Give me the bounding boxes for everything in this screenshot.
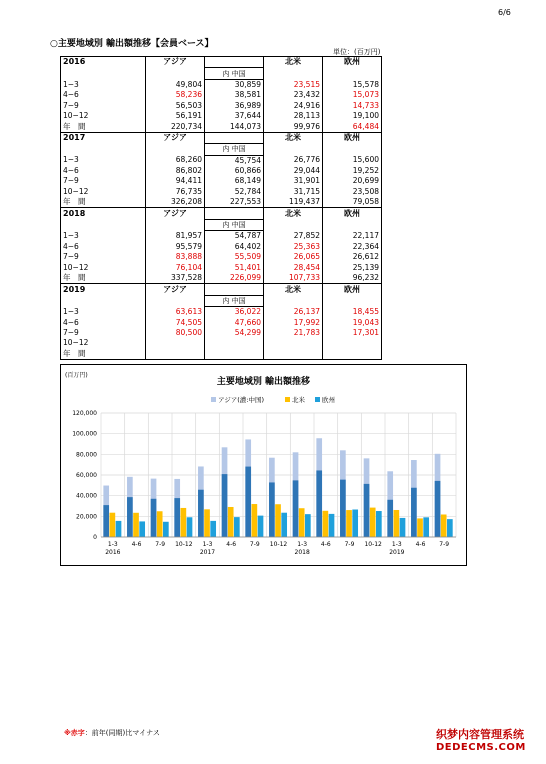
value-cell: 17,992: [264, 317, 323, 327]
value-cell: 54,299: [205, 328, 264, 338]
value-cell: 60,866: [205, 166, 264, 176]
value-cell: [264, 349, 323, 360]
bar-europe: [400, 518, 406, 537]
unit-label: 単位：(百万円): [333, 48, 381, 56]
value-cell: 68,260: [146, 155, 205, 166]
x-year-label: 2018: [294, 549, 310, 556]
subheader-cell: [323, 68, 382, 79]
value-cell: 107,733: [264, 273, 323, 284]
y-axis-unit: (百万円): [65, 372, 88, 379]
row-label: 10−12: [61, 338, 146, 348]
value-cell: 23,508: [323, 187, 382, 197]
value-cell: 15,578: [323, 79, 382, 90]
bar-north-america: [370, 508, 376, 537]
footnote-red: ※赤字: [64, 729, 85, 737]
value-cell: 22,364: [323, 242, 382, 252]
value-cell: 30,859: [205, 79, 264, 90]
row-label: 7−9: [61, 328, 146, 338]
subheader-cell: [264, 219, 323, 230]
col-north-america: 北米: [264, 132, 323, 143]
watermark-line2: DEDECMS.COM: [436, 742, 526, 753]
value-cell: 227,553: [205, 197, 264, 208]
value-cell: 45,754: [205, 155, 264, 166]
table-row: [61, 231, 382, 242]
value-cell: [205, 349, 264, 360]
value-cell: 64,484: [323, 121, 382, 132]
x-year-label: 2019: [389, 549, 405, 556]
row-label: 1−3: [61, 231, 146, 242]
bar-china: [198, 490, 204, 537]
legend-swatch: [211, 397, 216, 402]
value-cell: 56,503: [146, 101, 205, 111]
bar-europe: [447, 519, 453, 537]
value-cell: 24,916: [264, 101, 323, 111]
export-table: [60, 56, 382, 360]
subheader-cell: [146, 295, 205, 306]
subheader-cell: [264, 68, 323, 79]
col-china-spacer: [205, 208, 264, 219]
col-china-spacer: [205, 284, 264, 295]
bar-europe: [258, 516, 264, 537]
x-tick-label: 1-3: [202, 541, 213, 548]
table-row: [61, 306, 382, 317]
bar-north-america: [346, 510, 352, 537]
col-europe: 欧州: [323, 208, 382, 219]
subheader-cell: [146, 219, 205, 230]
bar-china: [316, 470, 322, 537]
x-tick-label: 7-9: [249, 541, 260, 548]
value-cell: 55,509: [205, 252, 264, 262]
table-row: [61, 262, 382, 272]
bar-china: [151, 499, 157, 537]
row-label: 年 間: [61, 197, 146, 208]
bar-europe: [281, 513, 287, 537]
value-cell: 47,660: [205, 317, 264, 327]
subheader-row: [61, 295, 382, 306]
value-cell: 337,528: [146, 273, 205, 284]
value-cell: 15,073: [323, 90, 382, 100]
row-label: 7−9: [61, 101, 146, 111]
col-china-spacer: [205, 132, 264, 143]
subheader-cell: [264, 144, 323, 155]
bar-china: [435, 481, 441, 537]
chart-title: 主要地域別 輸出額推移: [216, 377, 311, 387]
value-cell: 21,783: [264, 328, 323, 338]
bar-north-america: [204, 509, 210, 537]
value-cell: 29,044: [264, 166, 323, 176]
bar-north-america: [275, 504, 281, 537]
value-cell: 51,401: [205, 262, 264, 272]
value-cell: 63,613: [146, 306, 205, 317]
bar-china: [127, 497, 133, 537]
row-label: 7−9: [61, 252, 146, 262]
page-number: 6/6: [498, 8, 511, 17]
legend-label: 欧州: [322, 396, 335, 404]
bar-north-america: [394, 510, 400, 537]
bar-europe: [305, 514, 311, 537]
row-label: 10−12: [61, 262, 146, 272]
value-cell: 15,600: [323, 155, 382, 166]
footnote: [64, 728, 160, 738]
x-tick-label: 4-6: [226, 541, 237, 548]
subheader-cell: [61, 219, 146, 230]
bar-europe: [139, 521, 145, 537]
subheader-cell: [146, 68, 205, 79]
x-tick-label: 7-9: [439, 541, 450, 548]
y-tick-label: 0: [93, 534, 97, 541]
table-row: [61, 155, 382, 166]
row-label: 年 間: [61, 273, 146, 284]
row-label: 4−6: [61, 242, 146, 252]
col-china: 内 中国: [205, 295, 264, 306]
bar-europe: [352, 510, 358, 537]
value-cell: 25,363: [264, 242, 323, 252]
value-cell: 86,802: [146, 166, 205, 176]
row-label: 4−6: [61, 166, 146, 176]
value-cell: 95,579: [146, 242, 205, 252]
subheader-row: [61, 68, 382, 79]
value-cell: 26,612: [323, 252, 382, 262]
bar-china: [174, 498, 180, 537]
value-cell: 326,208: [146, 197, 205, 208]
col-europe: 欧州: [323, 284, 382, 295]
x-tick-label: 10-12: [364, 541, 382, 548]
year-header-row: [61, 208, 382, 219]
subheader-cell: [323, 144, 382, 155]
table-row: [61, 317, 382, 327]
row-label: 1−3: [61, 79, 146, 90]
table-row: [61, 252, 382, 262]
table-row: [61, 242, 382, 252]
bar-china: [222, 474, 228, 537]
row-label: 10−12: [61, 111, 146, 121]
subheader-cell: [264, 295, 323, 306]
col-china: 内 中国: [205, 219, 264, 230]
bar-north-america: [157, 511, 163, 537]
table-row: [61, 349, 382, 360]
value-cell: 81,957: [146, 231, 205, 242]
y-tick-label: 120,000: [72, 410, 97, 417]
x-tick-label: 7-9: [344, 541, 355, 548]
bar-china: [245, 467, 251, 537]
bar-north-america: [441, 514, 447, 537]
value-cell: 38,581: [205, 90, 264, 100]
col-asia: アジア: [146, 208, 205, 219]
bar-china: [103, 505, 109, 537]
x-tick-label: 1-3: [391, 541, 402, 548]
value-cell: 36,022: [205, 306, 264, 317]
bar-europe: [329, 514, 335, 537]
col-asia: アジア: [146, 57, 205, 68]
value-cell: 19,100: [323, 111, 382, 121]
value-cell: 14,733: [323, 101, 382, 111]
value-cell: 80,500: [146, 328, 205, 338]
value-cell: 28,113: [264, 111, 323, 121]
bar-north-america: [417, 518, 423, 537]
x-tick-label: 4-6: [131, 541, 142, 548]
value-cell: 19,043: [323, 317, 382, 327]
table-row: [61, 197, 382, 208]
footnote-text: ：前年(同期)比マイナス: [84, 729, 160, 737]
subheader-cell: [146, 144, 205, 155]
value-cell: [205, 338, 264, 348]
page-title: ○主要地域別 輸出額推移【会員ベース】: [50, 39, 214, 49]
value-cell: 68,149: [205, 176, 264, 186]
table-row: [61, 111, 382, 121]
value-cell: 220,734: [146, 121, 205, 132]
table-row: [61, 79, 382, 90]
col-asia: アジア: [146, 284, 205, 295]
row-label: 4−6: [61, 317, 146, 327]
row-label: 年 間: [61, 349, 146, 360]
value-cell: [146, 338, 205, 348]
value-cell: 119,437: [264, 197, 323, 208]
value-cell: 79,058: [323, 197, 382, 208]
x-tick-label: 10-12: [175, 541, 193, 548]
col-north-america: 北米: [264, 284, 323, 295]
row-label: 4−6: [61, 90, 146, 100]
table-row: [61, 166, 382, 176]
x-tick-label: 4-6: [415, 541, 426, 548]
x-tick-label: 10-12: [269, 541, 288, 548]
y-tick-label: 80,000: [76, 451, 97, 459]
value-cell: 74,505: [146, 317, 205, 327]
y-tick-label: 40,000: [76, 492, 97, 500]
col-europe: 欧州: [323, 57, 382, 68]
value-cell: [323, 349, 382, 360]
legend-label: 北米: [292, 396, 305, 404]
subheader-row: [61, 144, 382, 155]
value-cell: 144,073: [205, 121, 264, 132]
value-cell: 26,776: [264, 155, 323, 166]
year-header-row: [61, 132, 382, 143]
value-cell: 37,644: [205, 111, 264, 121]
watermark: [436, 728, 526, 754]
value-cell: 25,139: [323, 262, 382, 272]
bar-europe: [210, 521, 216, 537]
year-header-row: [61, 284, 382, 295]
value-cell: 31,715: [264, 187, 323, 197]
bar-europe: [423, 517, 429, 537]
bar-chart: [61, 365, 466, 565]
y-tick-label: 100,000: [72, 430, 97, 438]
x-tick-label: 7-9: [155, 541, 166, 548]
value-cell: 226,099: [205, 273, 264, 284]
bar-china: [364, 484, 370, 537]
bar-europe: [234, 517, 240, 537]
year-label: 2019: [61, 284, 146, 295]
bar-north-america: [181, 508, 187, 537]
col-north-america: 北米: [264, 208, 323, 219]
value-cell: 58,236: [146, 90, 205, 100]
value-cell: 96,232: [323, 273, 382, 284]
value-cell: 18,455: [323, 306, 382, 317]
value-cell: 49,804: [146, 79, 205, 90]
x-tick-label: 1-3: [297, 541, 308, 548]
value-cell: 54,787: [205, 231, 264, 242]
value-cell: 26,065: [264, 252, 323, 262]
bar-north-america: [228, 507, 234, 537]
subheader-cell: [61, 144, 146, 155]
value-cell: [146, 349, 205, 360]
table-row: [61, 90, 382, 100]
value-cell: 28,454: [264, 262, 323, 272]
col-china: 内 中国: [205, 144, 264, 155]
table-row: [61, 338, 382, 348]
value-cell: 17,301: [323, 328, 382, 338]
year-header-row: [61, 57, 382, 68]
legend-label: アジア(濃:中国): [218, 396, 265, 404]
legend-swatch: [315, 397, 320, 402]
table-row: [61, 121, 382, 132]
y-tick-label: 20,000: [76, 513, 97, 521]
col-asia: アジア: [146, 132, 205, 143]
table-row: [61, 101, 382, 111]
bar-china: [340, 480, 346, 537]
bar-north-america: [323, 511, 329, 537]
value-cell: 27,852: [264, 231, 323, 242]
year-label: 2018: [61, 208, 146, 219]
row-label: 年 間: [61, 121, 146, 132]
row-label: 10−12: [61, 187, 146, 197]
bar-europe: [163, 522, 169, 537]
value-cell: [264, 338, 323, 348]
subheader-cell: [61, 68, 146, 79]
subheader-cell: [323, 219, 382, 230]
bar-china: [387, 500, 393, 537]
subheader-cell: [61, 295, 146, 306]
col-china: 内 中国: [205, 68, 264, 79]
value-cell: 22,117: [323, 231, 382, 242]
value-cell: 31,901: [264, 176, 323, 186]
value-cell: 76,735: [146, 187, 205, 197]
bar-europe: [116, 521, 122, 537]
value-cell: 36,989: [205, 101, 264, 111]
value-cell: 64,402: [205, 242, 264, 252]
year-label: 2016: [61, 57, 146, 68]
table-row: [61, 176, 382, 186]
subheader-cell: [323, 295, 382, 306]
subheader-row: [61, 219, 382, 230]
col-china-spacer: [205, 57, 264, 68]
table-row: [61, 187, 382, 197]
value-cell: 83,888: [146, 252, 205, 262]
table-row: [61, 328, 382, 338]
bar-north-america: [252, 504, 258, 537]
row-label: 7−9: [61, 176, 146, 186]
table-row: [61, 273, 382, 284]
chart-container: [60, 364, 467, 566]
legend-swatch: [285, 397, 290, 402]
year-label: 2017: [61, 132, 146, 143]
value-cell: 19,252: [323, 166, 382, 176]
col-north-america: 北米: [264, 57, 323, 68]
x-tick-label: 4-6: [320, 541, 331, 548]
value-cell: 76,104: [146, 262, 205, 272]
bar-europe: [187, 517, 193, 537]
value-cell: 94,411: [146, 176, 205, 186]
col-europe: 欧州: [323, 132, 382, 143]
x-tick-label: 1-3: [107, 541, 118, 548]
bar-north-america: [299, 508, 305, 537]
watermark-line1: 织梦内容管理系统: [436, 728, 524, 741]
bar-europe: [376, 511, 382, 537]
value-cell: 23,432: [264, 90, 323, 100]
value-cell: 99,976: [264, 121, 323, 132]
y-tick-label: 60,000: [76, 472, 97, 479]
value-cell: 52,784: [205, 187, 264, 197]
x-year-label: 2016: [105, 549, 121, 556]
row-label: 1−3: [61, 155, 146, 166]
bar-north-america: [133, 513, 139, 537]
value-cell: 20,699: [323, 176, 382, 186]
value-cell: [323, 338, 382, 348]
value-cell: 26,137: [264, 306, 323, 317]
row-label: 1−3: [61, 306, 146, 317]
x-year-label: 2017: [199, 549, 216, 556]
value-cell: 23,515: [264, 79, 323, 90]
bar-north-america: [110, 513, 116, 537]
bar-china: [293, 480, 299, 537]
value-cell: 56,191: [146, 111, 205, 121]
bar-china: [269, 482, 275, 537]
bar-china: [411, 488, 417, 537]
